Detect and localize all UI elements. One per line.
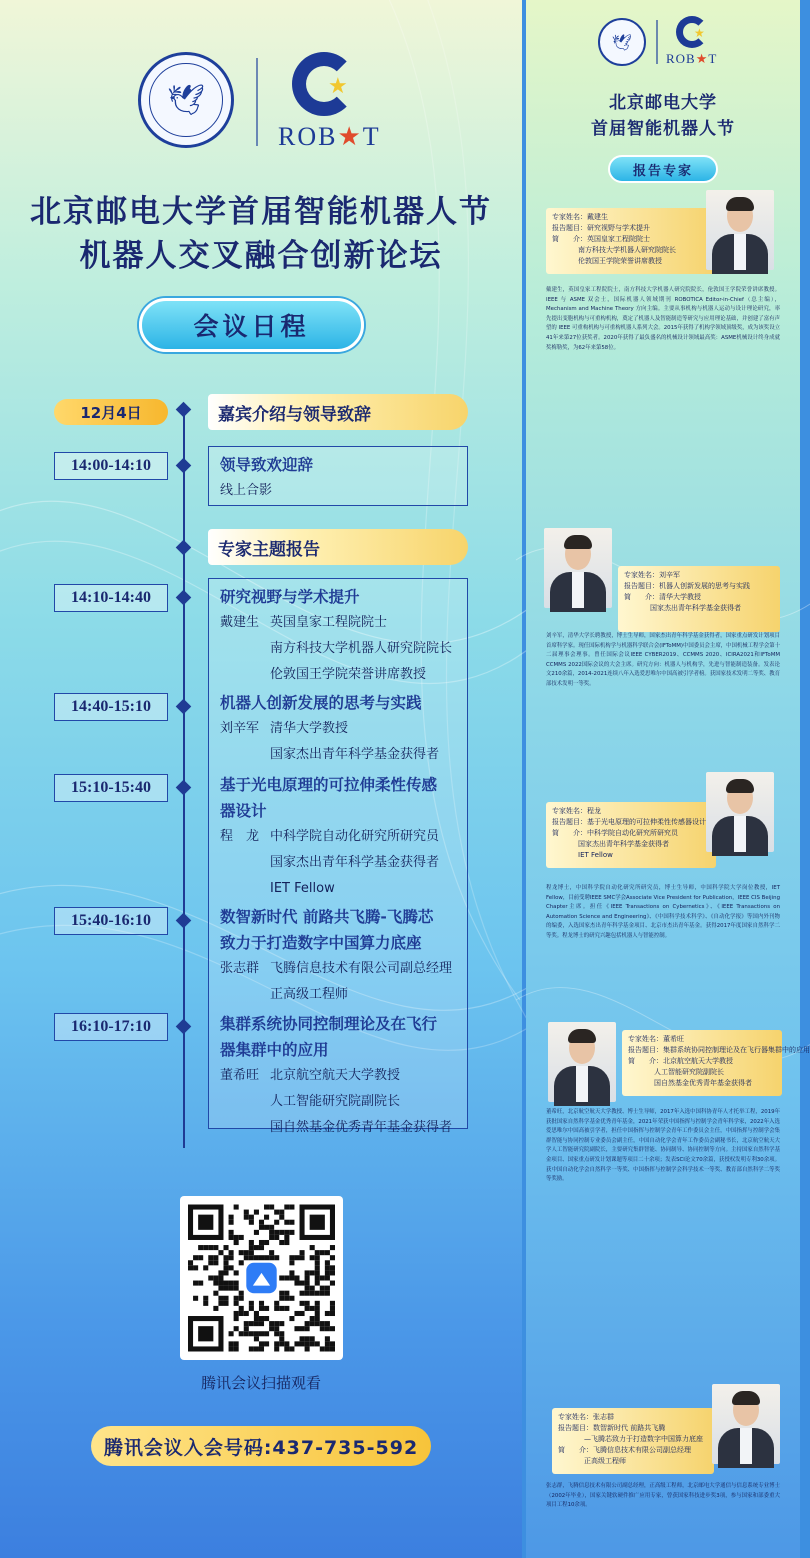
expert-card: 专家姓名：刘辛军 报告题目：机器人创新发展的思考与实践 简 介：清华大学教授 国家杰出青年科学基金获得者 xyxy=(618,566,780,632)
star-icon: ★ xyxy=(694,26,705,40)
meeting-id-badge: 腾讯会议入会号码:437-735-592 xyxy=(91,1426,431,1466)
expert-bio: 张志群，飞腾信息技术有限公司副总经理，正高级工程师，北京邮电大学通信与信息系统专业博士（2002年毕业），国家关键软硬件推广应用专家，曾获国家科技进步奖3项，参与国家和部委重大项目工程10余项。 xyxy=(546,1483,780,1509)
agenda-item: 领导致欢迎辞 线上合影 xyxy=(220,456,314,498)
timeline-marker xyxy=(176,913,192,929)
time-slot: 15:10-15:40 xyxy=(54,774,168,802)
main-title: 北京邮电大学首届智能机器人节 xyxy=(30,194,492,230)
timeline-marker xyxy=(176,458,192,474)
agenda-label: 会议日程 xyxy=(139,298,364,352)
date-badge: 12月4日 xyxy=(54,399,168,425)
expert-photo xyxy=(548,1022,616,1102)
expert-card: 专家姓名：张志群 报告题目：数智新时代 前路共飞腾 —飞腾芯致力于打造数字中国算力底座 简 介：飞腾信息技术有限公司副总经理 正高级工程师 xyxy=(552,1408,714,1474)
expert-bio: 戴建生，英国皇家工程院院士，南方科技大学机器人研究院院长，伦敦国王学院荣誉讲席教授。IEEE 与 ASME 双会士，国际机器人领域期刊 ROBOTICA Editor-in-Chief（总主编），Mechanism and Machine Theory 方向主编。主要从事机构与机器人运动与设计理论研究，率先提出变胞机构与可重构机构，奠定了机器人及智能制造等研究与应用理论基础，并创建了富有声望的 IEEE 可重构机构与可重构机器人系列大会。2015年获得了机构学领域顶级奖，成为该奖设立41年来第27位获奖者。2020年获得了最负盛名的机械设计领域最高奖：ASME机械设计终身成就奖梅勒奖，为62年来第58位。 xyxy=(546,287,780,351)
section-keynotes: 专家主题报告 xyxy=(208,529,468,565)
qr-caption: 腾讯会议扫描观看 xyxy=(200,1374,321,1392)
robot-festival-logo: ★ ROB★T xyxy=(270,52,390,152)
expert-photo xyxy=(544,528,612,608)
expert-bio: 刘辛军，清华大学长聘教授，博士生导师，国家杰出青年科学基金获得者，国家重点研发计划项目首席科学家。现任国际机构学与机器科学联合会(IFToMM)中国委员会主席，中国机械工程学会第十二届理事会理事。曾任国际会议IEEE CYBER2019、CCMMS 2020、ICIRA2021和IFToMM CCMMS 2022国际会议的大会主席。研究方向：机器人与机构学，先进与智能制造装备。发表论文210余篇，2014-2021连续八年入选爱思唯尔中国高被引学者榜。获国家技术发明二等奖、教育部技术发明一等奖。 xyxy=(546,633,781,687)
timeline-marker xyxy=(176,780,192,796)
time-slot: 16:10-17:10 xyxy=(54,1013,168,1041)
timeline-marker xyxy=(176,590,192,606)
poster-subtitle: 首届智能机器人节 xyxy=(591,119,735,139)
meeting-qr-code[interactable] xyxy=(180,1196,343,1360)
qr-code-icon xyxy=(188,1204,335,1352)
agenda-item: 集群系统协同控制理论及在飞行 器集群中的应用 董希旺 北京航空航天大学教授 人工智能研究院副院长 国自然基金优秀青年基金获得者 xyxy=(220,1015,453,1135)
expert-card: 专家姓名：程龙 报告题目：基于光电原理的可拉伸柔性传感器设计 简 介：中科学院自动化研究所研究员 国家杰出青年科学基金获得者 IET Fellow xyxy=(546,802,716,868)
expert-bio: 董希旺，北京航空航天大学教授、博士生导师，2017年入选中国科协青年人才托举工程，2019年获批国家自然科学基金优秀青年基金，2021年荣获中国指挥与控制学会青年科学家，2022年入选爱思唯尔中国高被引学者，担任中国指挥与控制学会青年工作委员会主任，中国指挥与控制学会集群智能与协同控制专业委员会副主任，中国自动化学会青年工作委员会副秘书长，北京航空航天大学人工智能研究院副院长，主要研究集群智能、协同制导、协同控制等方向。主持国家自然科学基金项目、国家重点研发计划课题等项目二十余项；发表SCI论文70余篇，获授权发明专利30余项。获中国自动化学会自然科学一等奖、中国指挥与控制学会科学技术一等奖、教育部自然科学二等奖等奖励。 xyxy=(546,1109,780,1183)
expert-photo xyxy=(706,772,774,852)
expert-photo xyxy=(706,190,774,270)
agenda-item: 数智新时代 前路共飞腾-飞腾芯 致力于打造数字中国算力底座 张志群 飞腾信息技术有限公司副总经理 正高级工程师 xyxy=(220,908,453,1002)
time-slot: 14:00-14:10 xyxy=(54,452,168,480)
agenda-item: 基于光电原理的可拉伸柔性传感 器设计 程 龙 中科学院自动化研究所研究员 国家杰出青年科学基金获得者 IET Fellow xyxy=(220,776,440,896)
timeline-marker xyxy=(176,1019,192,1035)
bupt-university-seal: 🕊 xyxy=(598,18,646,66)
logo-divider xyxy=(256,58,258,146)
expert-bio: 程龙博士，中国科学院自动化研究所研究员，博士生导师，中国科学院大学岗位教授，IET Fellow，目前受聘IEEE SMC学会Associate Vice President for Publication，IEEE CIS Beijing Chapter主席。担任《IEEE Transactions on Cybernetics》、《IEEE Transactions on Automation Science and Engineering》、《中国科学技术科学》、《自动化学报》等国内外刊物的编委，入选国家杰出青年科学基金项目、北京市杰出青年基金。获得2017年度国家自然科学二等奖。程龙博士的研究兴趣包括机器人与智能控制。 xyxy=(546,885,780,939)
timeline-marker xyxy=(176,699,192,715)
expert-card: 专家姓名：董希旺 报告题目：集群系统协同控制理论及在飞行器集群中的应用 简 介：北京航空航天大学教授 人工智能研究院副院长 国自然基金优秀青年基金获得者 xyxy=(622,1030,782,1096)
agenda-item: 机器人创新发展的思考与实践 刘辛军 清华大学教授 国家杰出青年科学基金获得者 xyxy=(220,694,440,762)
logo-group xyxy=(598,16,728,72)
section-welcome: 嘉宾介绍与领导致辞 xyxy=(208,394,468,430)
experts-poster xyxy=(526,0,810,1558)
main-subtitle: 机器人交叉融合创新论坛 xyxy=(79,238,443,274)
agenda-item: 研究视野与学术提升 戴建生 英国皇家工程院院士 南方科技大学机器人研究院院长 伦敦国王学院荣誉讲席教授 xyxy=(220,588,453,682)
bupt-university-seal xyxy=(138,52,234,148)
star-icon: ★ xyxy=(328,74,348,99)
time-slot: 14:40-15:10 xyxy=(54,693,168,721)
timeline-marker xyxy=(176,540,192,556)
expert-photo xyxy=(712,1384,780,1464)
expert-card: 专家姓名：戴建生 报告题目：研究视野与学术提升 简 介：英国皇家工程院院士 南方科技大学机器人研究院院长 伦敦国王学院荣誉讲席教授 xyxy=(546,208,716,274)
time-slot: 14:10-14:40 xyxy=(54,584,168,612)
experts-label: 报告专家 xyxy=(608,155,718,183)
bird-icon: 🕊 xyxy=(166,82,206,118)
timeline-marker xyxy=(176,402,192,418)
poster-title: 北京邮电大学 xyxy=(609,93,717,113)
time-slot: 15:40-16:10 xyxy=(54,907,168,935)
robot-festival-logo: ★ ROB★T xyxy=(664,16,728,72)
logo-group xyxy=(138,52,388,152)
